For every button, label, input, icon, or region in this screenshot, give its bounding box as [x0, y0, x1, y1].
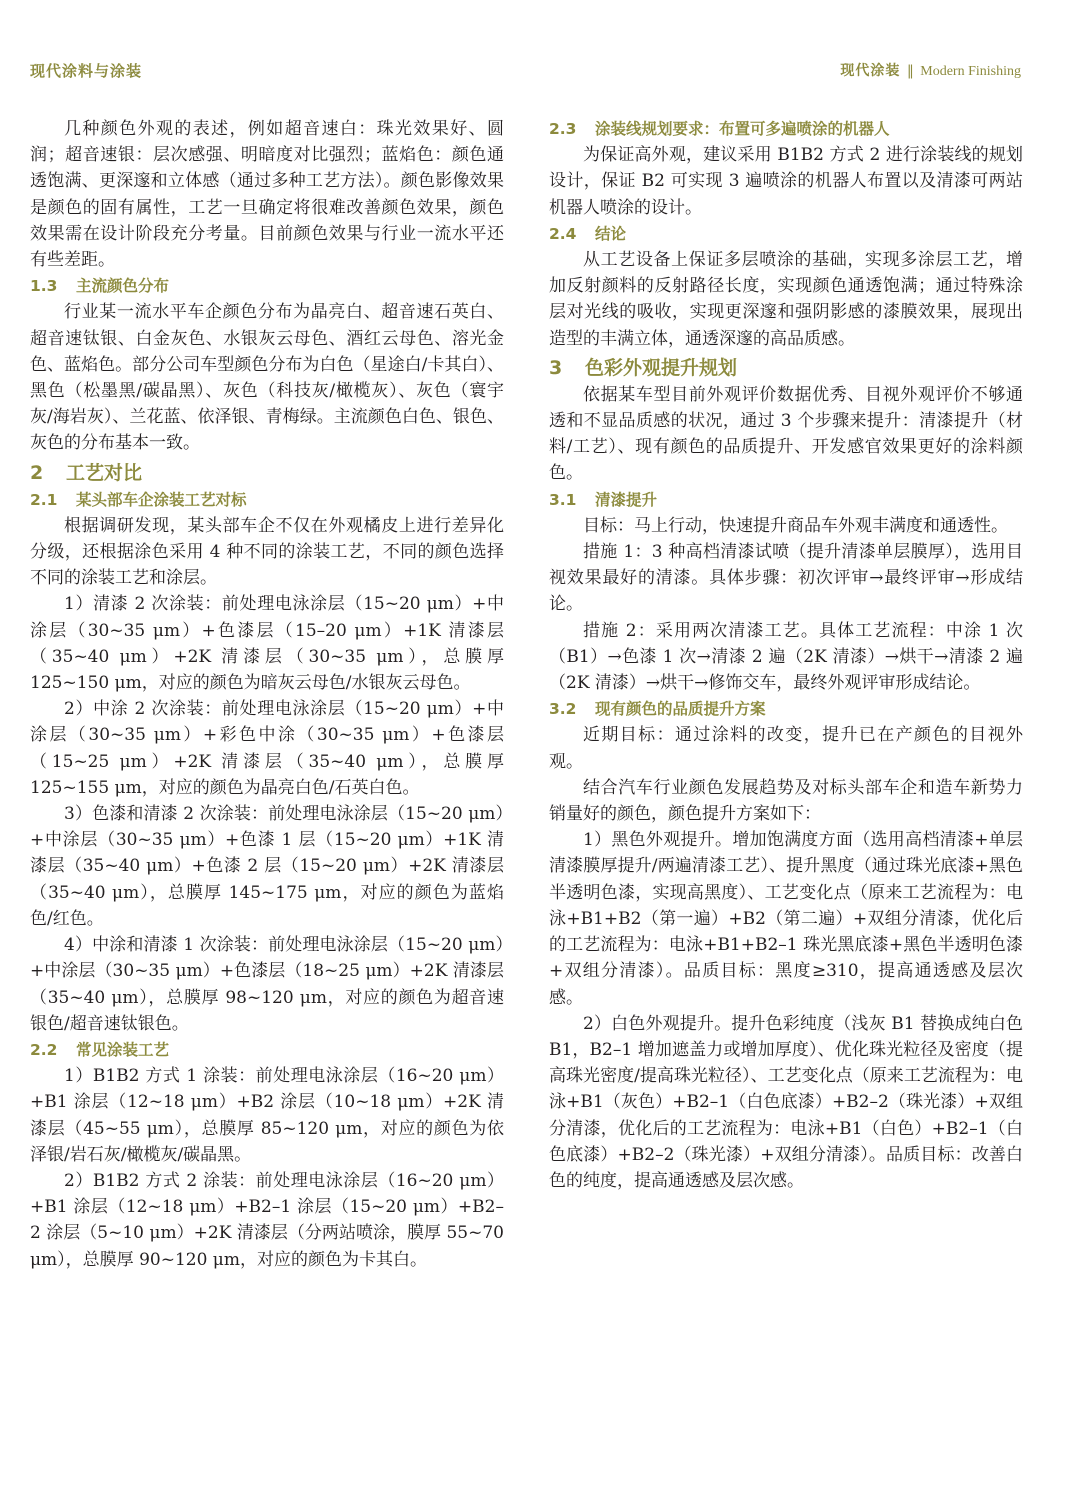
running-header-right: [840, 60, 1021, 80]
section-heading-1-3: [30, 273, 504, 299]
section-heading-2-1: [30, 487, 504, 513]
section-number: 2.1: [30, 490, 58, 509]
section-number: 3.1: [549, 490, 577, 509]
paragraph: 措施 1：3 种高档清漆试喷（提升清漆单层膜厚），选用目视效果最好的清漆。具体步骤：初次评审→最终评审→形成结论。: [549, 542, 1023, 615]
section-number: 2.4: [549, 224, 577, 243]
section-number: 2.2: [30, 1040, 58, 1059]
header-separator: ‖: [906, 63, 914, 79]
paragraph: 2）白色外观提升。提升色彩纯度（浅灰 B1 替换成纯白色 B1，B2–1 增加遮盖力或增加厚度）、优化珠光粒径及密度（提高珠光密度/提高珠光粒径）、工艺变化点（原来工艺流程为：电泳+B1（灰色）+B2–1（白色底漆）+B2–2（珠光漆）+双组分清漆，优化后的工艺流程为：电泳+B1（白色）+B2–1（白色底漆）+B2–2（珠光漆）+双组分清漆）。品质目标：改善白色的纯度，提高通透感及层次感。: [549, 1013, 1023, 1191]
section-heading-3-2: [549, 696, 1023, 722]
paragraph: 1）B1B2 方式 1 涂装：前处理电泳涂层（16~20 μm）+B1 涂层（12~18 μm）+B2 涂层（10~18 μm）+2K 清漆层（45~55 μm），总膜厚 85~120 μm，对应的颜色为依泽银/岩石灰/橄榄灰/碳晶黑。: [30, 1066, 504, 1165]
section-title: 主流颜色分布: [76, 277, 170, 296]
section-title: 色彩外观提升规划: [585, 356, 738, 379]
section-title: 现有颜色的品质提升方案: [595, 700, 766, 719]
paragraph: 3）色漆和清漆 2 次涂装：前处理电泳涂层（15~20 μm）+中涂层（30~35 μm）+色漆 1 层（15~20 μm）+1K 清漆层（35~40 μm）+色漆 2 层（15~20 μm）+2K 清漆层（35~40 μm），总膜厚 145~175 μm，对应的颜色为蓝焰色/红色。: [30, 804, 504, 929]
section-number: 2.3: [549, 120, 577, 138]
journal-name-cn: 现代涂装: [840, 63, 901, 79]
section-title: 结论: [595, 224, 627, 243]
section-title: 涂装线规划要求：布置可多遍喷涂的机器人: [595, 120, 890, 138]
paragraph: 4）中涂和清漆 1 次涂装：前处理电泳涂层（15~20 μm）+中涂层（30~35 μm）+色漆层（18~25 μm）+2K 清漆层（35~40 μm），总膜厚 98~120 μm，对应的颜色为超音速银色/超音速钛银色。: [30, 935, 504, 1034]
section-heading-2-3: [549, 116, 1023, 142]
left-column: [30, 116, 504, 1273]
section-number: 2: [30, 461, 44, 484]
paragraph: 为保证高外观，建议采用 B1B2 方式 2 进行涂装线的规划设计，保证 B2 可实现 3 遍喷涂的机器人布置以及清漆可两站机器人喷涂的设计。: [549, 145, 1023, 218]
paragraph: 依据某车型目前外观评价数据优秀、目视外观评价不够通透和不显品质感的状况，通过 3 个步骤来提升：清漆提升（材料/工艺）、现有颜色的品质提升、开发感官效果更好的涂料颜色。: [549, 384, 1023, 484]
section-title: 常见涂装工艺: [76, 1040, 170, 1059]
paragraph: 措施 2：采用两次清漆工艺。具体工艺流程：中涂 1 次（B1）→色漆 1 次→清漆 2 遍（2K 清漆）→烘干→清漆 2 遍（2K 清漆）→烘干→修饰交车，最终外观评审形成结论。: [549, 620, 1023, 694]
section-title: 某头部车企涂装工艺对标: [76, 490, 247, 509]
paragraph: 几种颜色外观的表述，例如超音速白：珠光效果好、圆润；超音速银：层次感强、明暗度对比强烈；蓝焰色：颜色通透饱满、更深邃和立体感（通过多种工艺方法）。颜色影像效果是颜色的固有属性，工艺一旦确定将很难改善颜色效果，颜色效果需在设计阶段充分考量。目前颜色效果与行业一流水平还有些差距。: [30, 119, 504, 271]
section-number: 3: [549, 356, 563, 379]
section-heading-2: [30, 459, 504, 487]
section-number: 3.2: [549, 700, 577, 719]
section-heading-2-2: [30, 1037, 504, 1063]
section-heading-3: [549, 354, 1023, 382]
paragraph: 行业某一流水平车企颜色分布为晶亮白、超音速石英白、超音速钛银、白金灰色、水银灰云母色、酒红云母色、溶光金色、蓝焰色。部分公司车型颜色分布为白色（星途白/卡其白）、黑色（松墨黑/碳晶黑）、灰色（科技灰/橄榄灰）、灰色（寰宇灰/海岩灰）、兰花蓝、依泽银、青梅绿。主流颜色白色、银色、灰色的分布基本一致。: [30, 302, 504, 454]
section-heading-3-1: [549, 487, 1023, 513]
paragraph: 结合汽车行业颜色发展趋势及对标头部车企和造车新势力销量好的颜色，颜色提升方案如下：: [549, 777, 1023, 825]
paragraph: 近期目标：通过涂料的改变，提升已在产颜色的目视外观。: [549, 725, 1023, 772]
paragraph: 2）中涂 2 次涂装：前处理电泳涂层（15~20 μm）+中涂层（30~35 μm）+彩色中涂（30~35 μm）+色漆层（15~25 μm）+2K 清漆层（35~40 μm），总膜厚 125~155 μm，对应的颜色为晶亮白色/石英白色。: [30, 699, 504, 798]
journal-name-en: Modern Finishing: [920, 64, 1021, 79]
right-column: [549, 116, 1023, 1194]
paragraph: 2）B1B2 方式 2 涂装：前处理电泳涂层（16~20 μm）+B1 涂层（12~18 μm）+B2–1 涂层（15~20 μm）+B2–2 涂层（5~10 μm）+2K 清漆层（分两站喷涂，膜厚 55~70 μm），总膜厚 90~120 μm，对应的颜色为卡其白。: [30, 1170, 504, 1270]
paragraph: 从工艺设备上保证多层喷涂的基础，实现多涂层工艺，增加反射颜料的反射路径长度，实现颜色通透饱满；通过特殊涂层对光线的吸收，实现更深邃和强阴影感的漆膜效果，展现出造型的丰满立体，通透深邃的高品质感。: [549, 250, 1023, 349]
paragraph: 1）黑色外观提升。增加饱满度方面（选用高档清漆+单层清漆膜厚提升/两遍清漆工艺）、提升黑度（通过珠光底漆+黑色半透明色漆，实现高黑度）、工艺变化点（原来工艺流程为：电泳+B1+B2（第一遍）+B2（第二遍）+双组分清漆，优化后的工艺流程为：电泳+B1+B2–1 珠光黑底漆+黑色半透明色漆+双组分清漆）。品质目标：黑度≥310，提高通透感及层次感。: [549, 830, 1023, 1008]
section-title: 清漆提升: [595, 490, 658, 509]
section-number: 1.3: [30, 277, 58, 296]
running-header-left: 现代涂料与涂装: [30, 62, 143, 80]
section-title: 工艺对比: [66, 461, 143, 484]
section-heading-2-4: [549, 221, 1023, 247]
paragraph: 目标：马上行动，快速提升商品车外观丰满度和通透性。: [583, 515, 1008, 536]
paragraph: 根据调研发现，某头部车企不仅在外观橘皮上进行差异化分级，还根据涂色采用 4 种不同的涂装工艺，不同的颜色选择不同的涂装工艺和涂层。: [30, 515, 504, 589]
paragraph: 1）清漆 2 次涂装：前处理电泳涂层（15~20 μm）+中涂层（30~35 μm）+色漆层（15–20 μm）+1K 清漆层（35~40 μm）+2K 清漆层（30~35 μm），总膜厚 125~150 μm，对应的颜色为暗灰云母色/水银灰云母色。: [30, 594, 504, 694]
